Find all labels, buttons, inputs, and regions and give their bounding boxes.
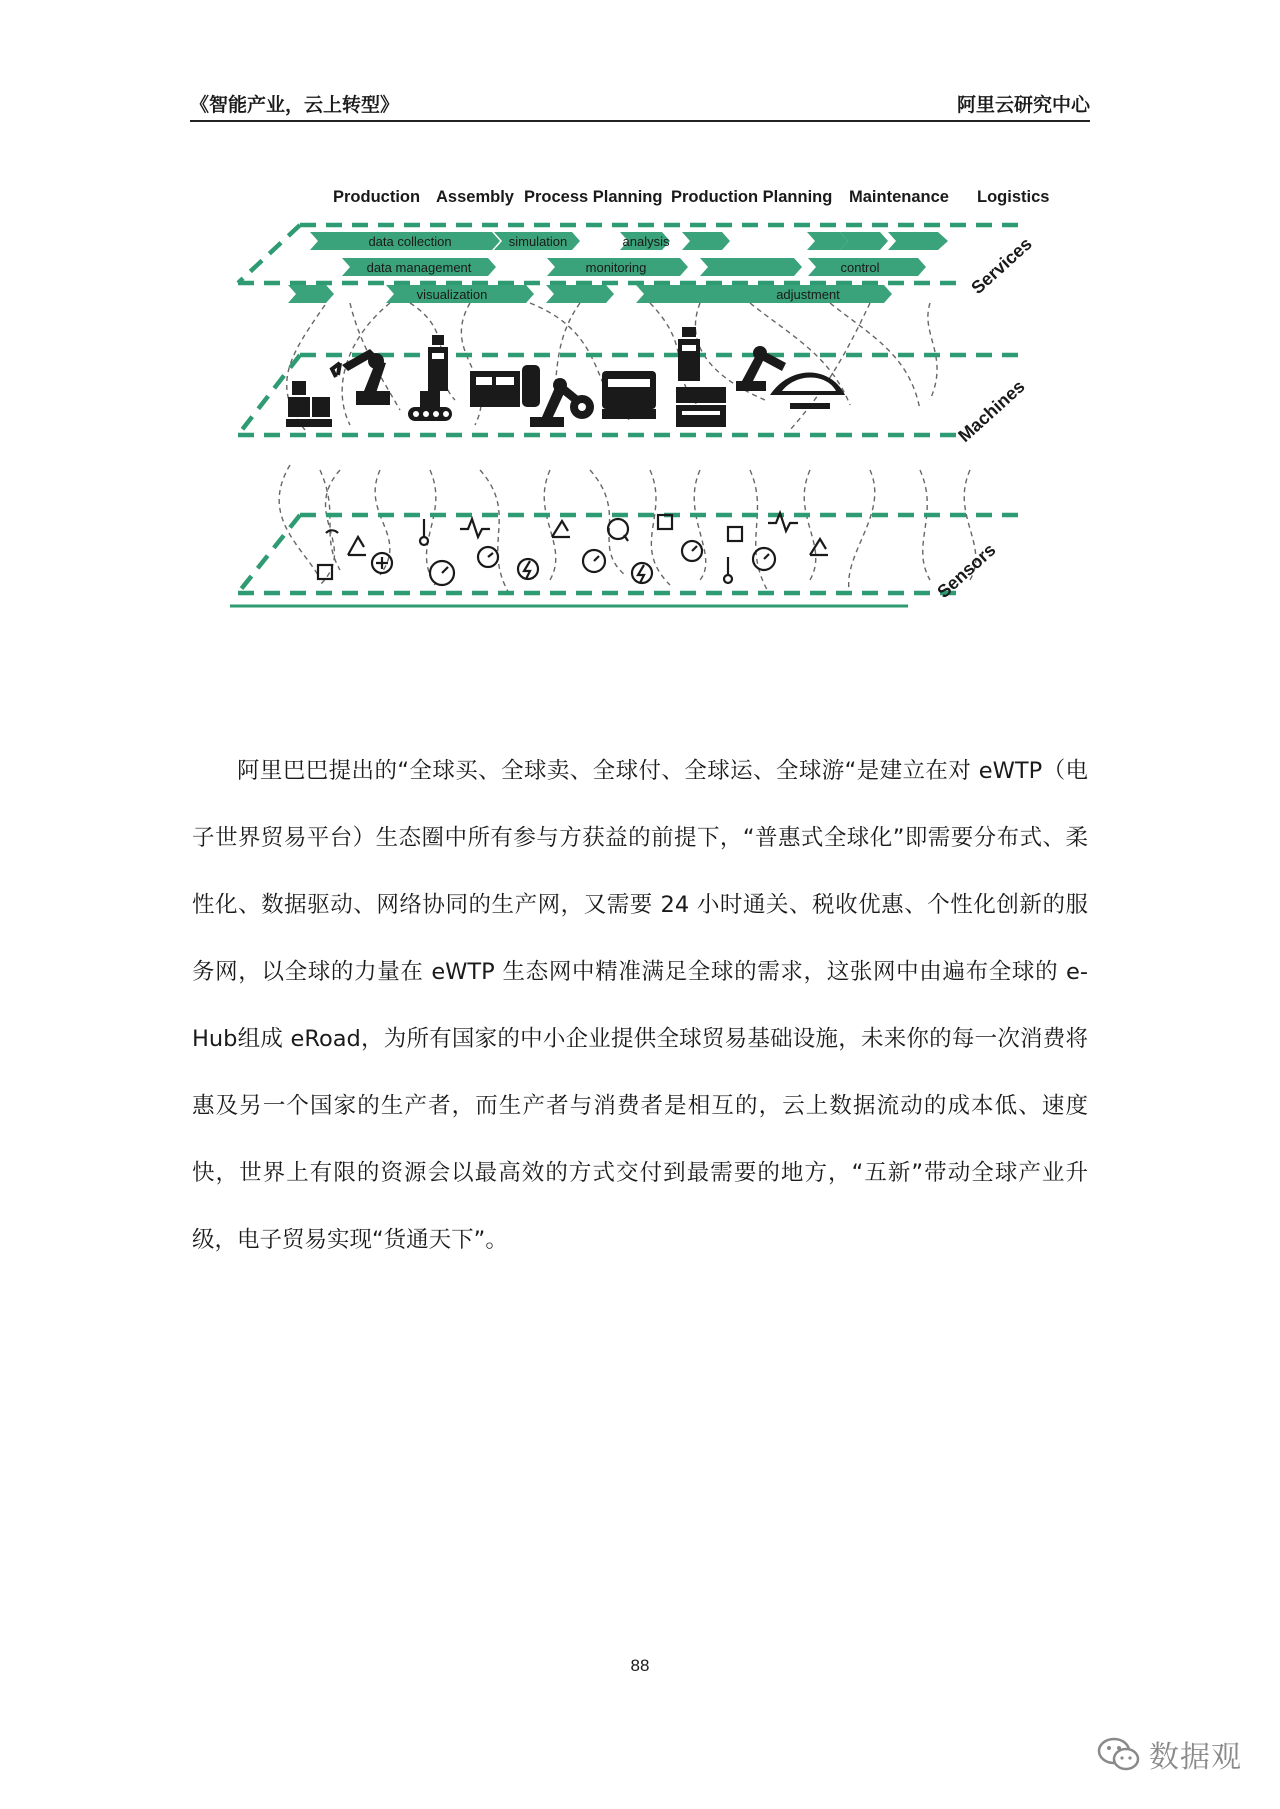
diagram-svg	[230, 185, 1060, 710]
column-process-planning: Process Planning	[524, 188, 663, 206]
pallet-boxes-icon	[286, 381, 332, 427]
watermark	[1097, 1732, 1242, 1776]
column-maintenance: Maintenance	[849, 188, 949, 206]
page-number: 88	[630, 1656, 650, 1675]
press-machine-icon	[676, 387, 726, 427]
wechat-icon	[1097, 1736, 1141, 1772]
layer-label-machines: Machines	[954, 376, 1029, 446]
service-control: control	[840, 260, 880, 275]
industrial-printer-icon	[602, 371, 656, 419]
sensor-lightning-icon	[518, 559, 538, 579]
column-assembly: Assembly	[436, 188, 514, 206]
car-body-icon	[770, 373, 845, 410]
service-adjustment: adjustment	[776, 287, 840, 302]
sensor-pulse-icon	[460, 519, 490, 537]
column-production-planning: Production Planning	[671, 188, 833, 206]
layer-label-sensors: Sensors	[933, 539, 1000, 602]
sensor-lightning-icon	[632, 563, 652, 583]
column-production: Production	[333, 188, 421, 206]
body-paragraph: 阿里巴巴提出的“全球买、全球卖、全球付、全球运、全球游“是建立在对 eWTP（电子世界贸易平台）生态圈中所有参与方获益的前提下，“普惠式全球化”即需要分布式、柔性化、数据驱动、网络协同的生产网，又需要 24 小时通关、税收优惠、个性化创新的服务网，以全球的力量在 eWTP 生态网中精准满足全球的需求，这张网中由遍布全球的 e-Hub组成 eRoad，为所有国家的中小企业提供全球贸易基础设施，未来你的每一次消费将惠及另一个国家的生产者，而生产者与消费者是相互的，云上数据流动的成本低、速度快，世界上有限的资源会以最高效的方式交付到最需要的地方，“五新”带动全球产业升级，电子贸易实现“货通天下”。	[192, 758, 1088, 1253]
sensors-layer	[230, 513, 1020, 606]
body-paragraph-block	[192, 738, 1088, 1274]
sensor-dial-icon	[372, 553, 392, 573]
sensor-box-icon	[728, 527, 742, 541]
machines-layer	[238, 327, 1029, 446]
header-publisher: 阿里云研究中心	[956, 94, 1090, 116]
sensor-axis-icon	[810, 539, 828, 555]
service-analysis: analysis	[622, 234, 670, 249]
sensor-drop-icon	[608, 519, 628, 541]
column-logistics: Logistics	[977, 188, 1050, 206]
sensor-gauge-icon	[682, 541, 702, 561]
sensor-thermometer-icon	[724, 557, 732, 583]
service-visualization: visualization	[416, 287, 488, 302]
control-cabinet-icon	[678, 327, 700, 381]
header-document-title: 《智能产业，云上转型》	[190, 94, 400, 116]
connection-lines	[279, 303, 976, 595]
conveyor-icon	[408, 391, 452, 421]
sensor-thermometer-icon	[420, 519, 428, 545]
service-data-management: data management	[366, 260, 472, 275]
services-layer	[238, 225, 1036, 303]
sensor-gauge-icon	[478, 547, 498, 567]
layer-label-services: Services	[967, 233, 1036, 298]
sensor-axis-icon	[552, 521, 570, 537]
service-simulation: simulation	[508, 234, 568, 249]
sensor-gauge-icon	[583, 550, 605, 572]
service-monitoring: monitoring	[585, 260, 647, 275]
sensor-gauge-icon	[430, 561, 454, 585]
sensor-box-icon	[318, 565, 332, 579]
industrial-iot-diagram	[230, 185, 1060, 710]
watermark-text: 数据观	[1149, 1740, 1242, 1775]
control-cabinet-icon	[428, 335, 448, 391]
service-data-collection: data collection	[368, 234, 452, 249]
page-header	[190, 88, 1090, 122]
cnc-machine-icon	[470, 365, 540, 407]
robot-arm-icon	[332, 349, 390, 405]
